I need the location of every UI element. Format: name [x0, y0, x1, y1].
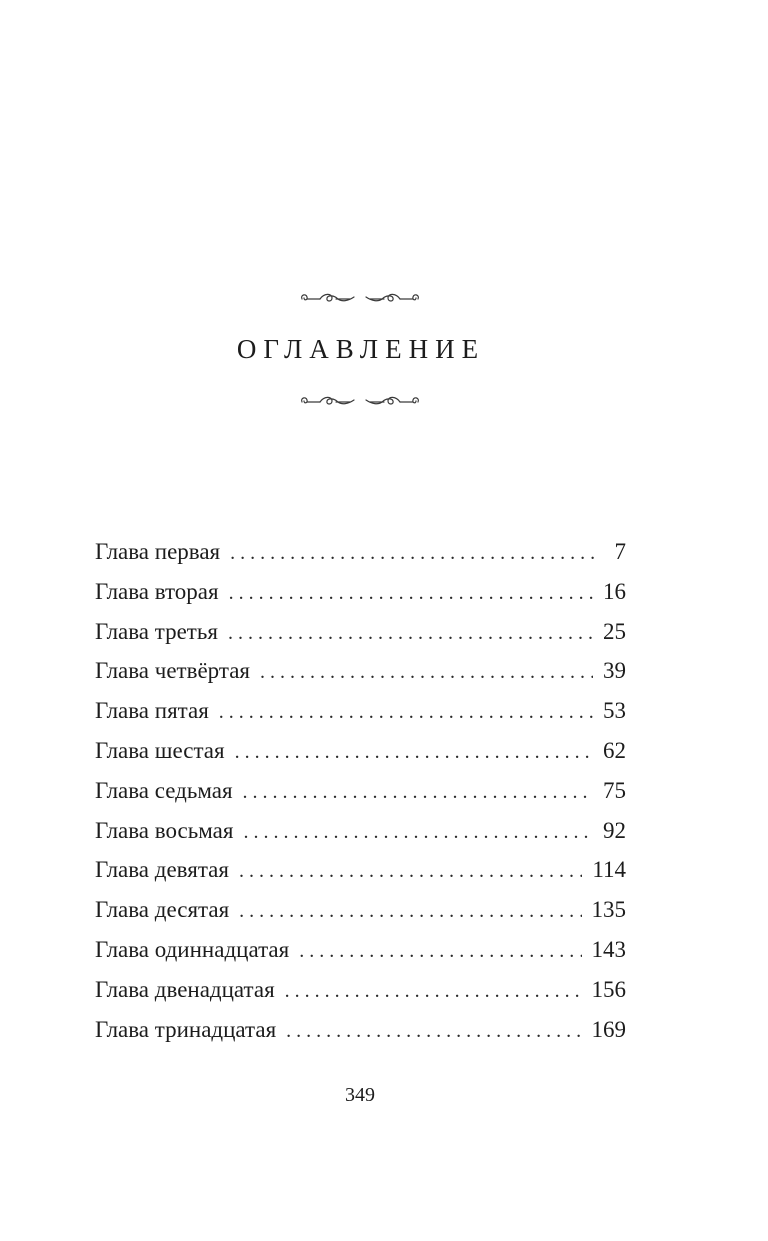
- dot-leader: [228, 614, 593, 654]
- toc-entry-title: Глава третья: [95, 618, 218, 644]
- toc-entry-title: Глава тринадцатая: [95, 1016, 277, 1042]
- toc-entry-title: Глава первая: [95, 539, 221, 564]
- bottom-flourish-ornament: [298, 393, 422, 409]
- toc-entry-title: Глава седьмая: [95, 777, 233, 803]
- toc-entry-page: 143: [591, 936, 626, 962]
- dot-leader: [243, 773, 593, 813]
- dot-leader: [229, 574, 593, 614]
- page-number: 349: [345, 1084, 375, 1106]
- dot-leader: [286, 1012, 581, 1052]
- toc-entry-title: Глава четвёртая: [95, 658, 250, 684]
- toc-entry[interactable]: [95, 731, 626, 771]
- toc-entry-title: Глава девятая: [95, 857, 229, 883]
- dot-leader: [219, 693, 593, 733]
- dot-leader: [260, 653, 593, 693]
- toc-entry[interactable]: [95, 691, 626, 731]
- toc-entry-title: Глава вторая: [95, 578, 219, 604]
- toc-entry[interactable]: [95, 651, 626, 691]
- toc-entry-page: 135: [591, 897, 626, 923]
- dot-leader: [299, 932, 581, 972]
- toc-entry[interactable]: [95, 970, 626, 1010]
- toc-entry[interactable]: [95, 850, 626, 890]
- toc-entry-page: 156: [591, 976, 626, 1002]
- toc-entry-page: 169: [591, 1016, 626, 1042]
- page-title: ОГЛАВЛЕНИЕ: [236, 334, 486, 364]
- dot-leader: [239, 892, 581, 932]
- toc-entry-title: Глава восьмая: [95, 817, 234, 843]
- toc-entry-page: 53: [603, 698, 626, 724]
- toc-entry-page: 92: [603, 817, 626, 843]
- toc-entry-page: 39: [603, 658, 626, 684]
- toc-entry-title: Глава десятая: [95, 897, 230, 923]
- dot-leader: [239, 852, 582, 892]
- toc-entry[interactable]: [95, 532, 626, 572]
- toc-entry[interactable]: [95, 612, 626, 652]
- toc-entry[interactable]: [95, 572, 626, 612]
- table-of-contents: [95, 532, 626, 1049]
- dot-leader: [235, 733, 593, 773]
- toc-entry-page: 62: [603, 737, 626, 763]
- dot-leader: [230, 534, 598, 574]
- dot-leader: [285, 972, 582, 1012]
- toc-entry[interactable]: [95, 890, 626, 930]
- toc-entry[interactable]: [95, 811, 626, 851]
- toc-entry[interactable]: [95, 771, 626, 811]
- toc-entry-page: 114: [592, 857, 626, 883]
- toc-entry[interactable]: [95, 1010, 626, 1050]
- toc-entry-page: 25: [603, 618, 626, 644]
- toc-entry-page: 16: [603, 578, 626, 604]
- dot-leader: [243, 813, 593, 853]
- toc-entry-title: Глава шестая: [95, 737, 225, 763]
- toc-entry-title: Глава одиннадцатая: [95, 936, 290, 962]
- toc-entry-page: 75: [603, 777, 626, 803]
- toc-entry-title: Глава двенадцатая: [95, 976, 275, 1002]
- toc-entry-page: 7: [614, 539, 626, 564]
- toc-entry[interactable]: [95, 930, 626, 970]
- toc-entry-title: Глава пятая: [95, 698, 209, 724]
- top-flourish-ornament: [298, 290, 422, 306]
